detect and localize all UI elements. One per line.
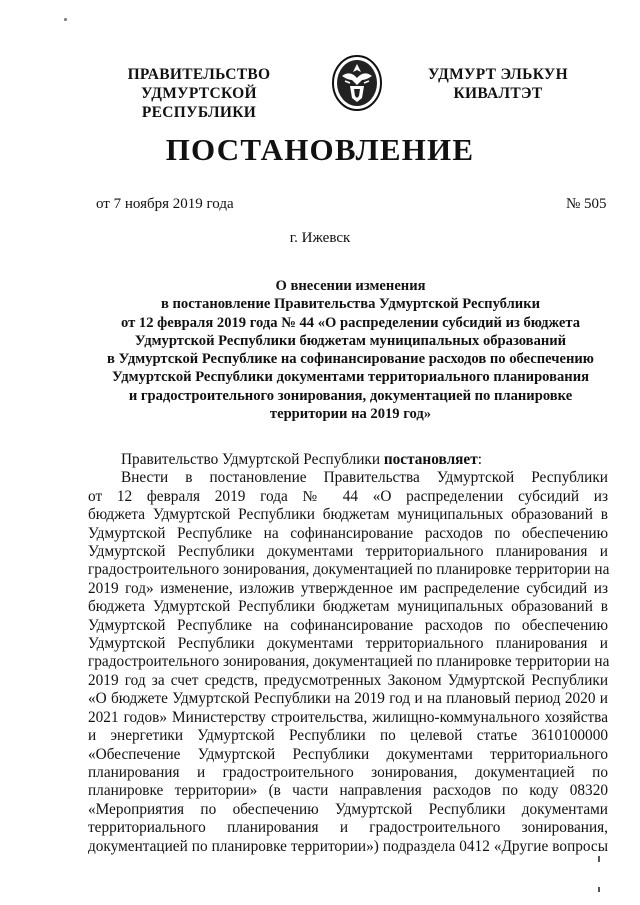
- scan-mark: [598, 856, 600, 862]
- body-line: 2021 годов» Министерству строительства, жилищно-коммунального хозяйства: [88, 708, 608, 726]
- body-line: документацией по планировке территории») подраздела 0412 «Другие вопросы: [88, 837, 608, 855]
- body-line: 2019 год за счет средств, предусмотренных Законом Удмуртской Республики: [88, 671, 608, 689]
- header-right-line2: КИВАЛТЭТ: [453, 85, 543, 102]
- document-title: ПОСТАНОВЛЕНИЕ: [165, 132, 475, 167]
- body-line: и энергетики Удмуртской Республики по целевой статье 3610100000: [88, 727, 608, 745]
- header-left-line1: ПРАВИТЕЛЬСТВО: [127, 66, 271, 83]
- subject-line: и градостроительного зонирования, документацией по планировке: [128, 387, 573, 404]
- body-line: Удмуртской Республики документами территориального планирования и: [88, 635, 608, 653]
- body-line: 2019 год» изменение, изложив утвержденное им распределение субсидий из: [88, 579, 608, 597]
- subject-line: О внесении изменения: [275, 278, 426, 294]
- preamble-text: Правительство Удмуртской Республики: [121, 451, 384, 468]
- document-date: от 7 ноября 2019 года: [96, 196, 234, 212]
- header-government-udm: [424, 65, 572, 103]
- body-line: «О бюджете Удмуртской Республики на 2019 год и на плановый период 2020 и: [88, 690, 608, 708]
- header-left-line2: УДМУРТСКОЙ РЕСПУБЛИКИ: [141, 85, 257, 121]
- document-number: № 505: [566, 196, 607, 212]
- subject-line: территории на 2019 год»: [269, 406, 432, 423]
- scan-mark: [598, 887, 600, 892]
- body-line: планировке территории» (в части направления расходов по коду 08320: [88, 782, 608, 800]
- body-line: планирования и градостроительного зонирования, документацией по: [88, 763, 608, 781]
- body-line: Удмуртской Республике на софинансирование расходов по обеспечению: [88, 616, 608, 634]
- document-subject: [88, 277, 613, 423]
- subject-line: Удмуртской Республики бюджетам муниципальных образований: [134, 332, 567, 349]
- subject-line: от 12 февраля 2019 года № 44 «О распределении субсидий из бюджета: [121, 314, 580, 331]
- document-body: [88, 451, 608, 856]
- body-line: Внести в постановление Правительства Удмуртской Республики: [121, 469, 608, 487]
- body-line: бюджета Удмуртской Республики бюджетам муниципальных образований в: [88, 506, 608, 524]
- body-line: Удмуртской Республике на софинансирование расходов по обеспечению: [88, 524, 608, 542]
- subject-line: в Удмуртской Республике на софинансирование расходов по обеспечению: [107, 351, 594, 368]
- scan-speck: [64, 18, 67, 21]
- preamble-bold: постановляет: [383, 451, 478, 468]
- body-line: от 12 февраля 2019 года № 44 «О распределении субсидий из: [88, 487, 608, 505]
- preamble: [88, 451, 608, 469]
- body-line: бюджета Удмуртской Республики бюджетам муниципальных образований в: [88, 598, 608, 616]
- subject-line: в постановление Правительства Удмуртской Республики: [160, 296, 541, 313]
- body-line: территориального планирования и градостроительного зонирования,: [88, 819, 608, 837]
- subject-line: Удмуртской Республики документами территориального планирования: [111, 369, 590, 386]
- coat-of-arms-icon: [330, 52, 384, 112]
- header-right-line1: УДМУРТ ЭЛЬКУН: [428, 66, 568, 83]
- document-city: г. Ижевск: [289, 230, 351, 246]
- preamble-end: :: [477, 451, 482, 468]
- body-line: Удмуртской Республики документами территориального планирования и: [88, 543, 608, 561]
- body-line: градостроительного зонирования, документацией по планировке территории на: [88, 561, 610, 579]
- body-line: «Обеспечение Удмуртской Республики документами территориального: [88, 745, 608, 763]
- body-line: градостроительного зонирования, документацией по планировке территории на: [88, 653, 610, 671]
- body-line: «Мероприятия по обеспечению Удмуртской Республики документами: [88, 800, 608, 818]
- header-government-ru: [88, 65, 310, 122]
